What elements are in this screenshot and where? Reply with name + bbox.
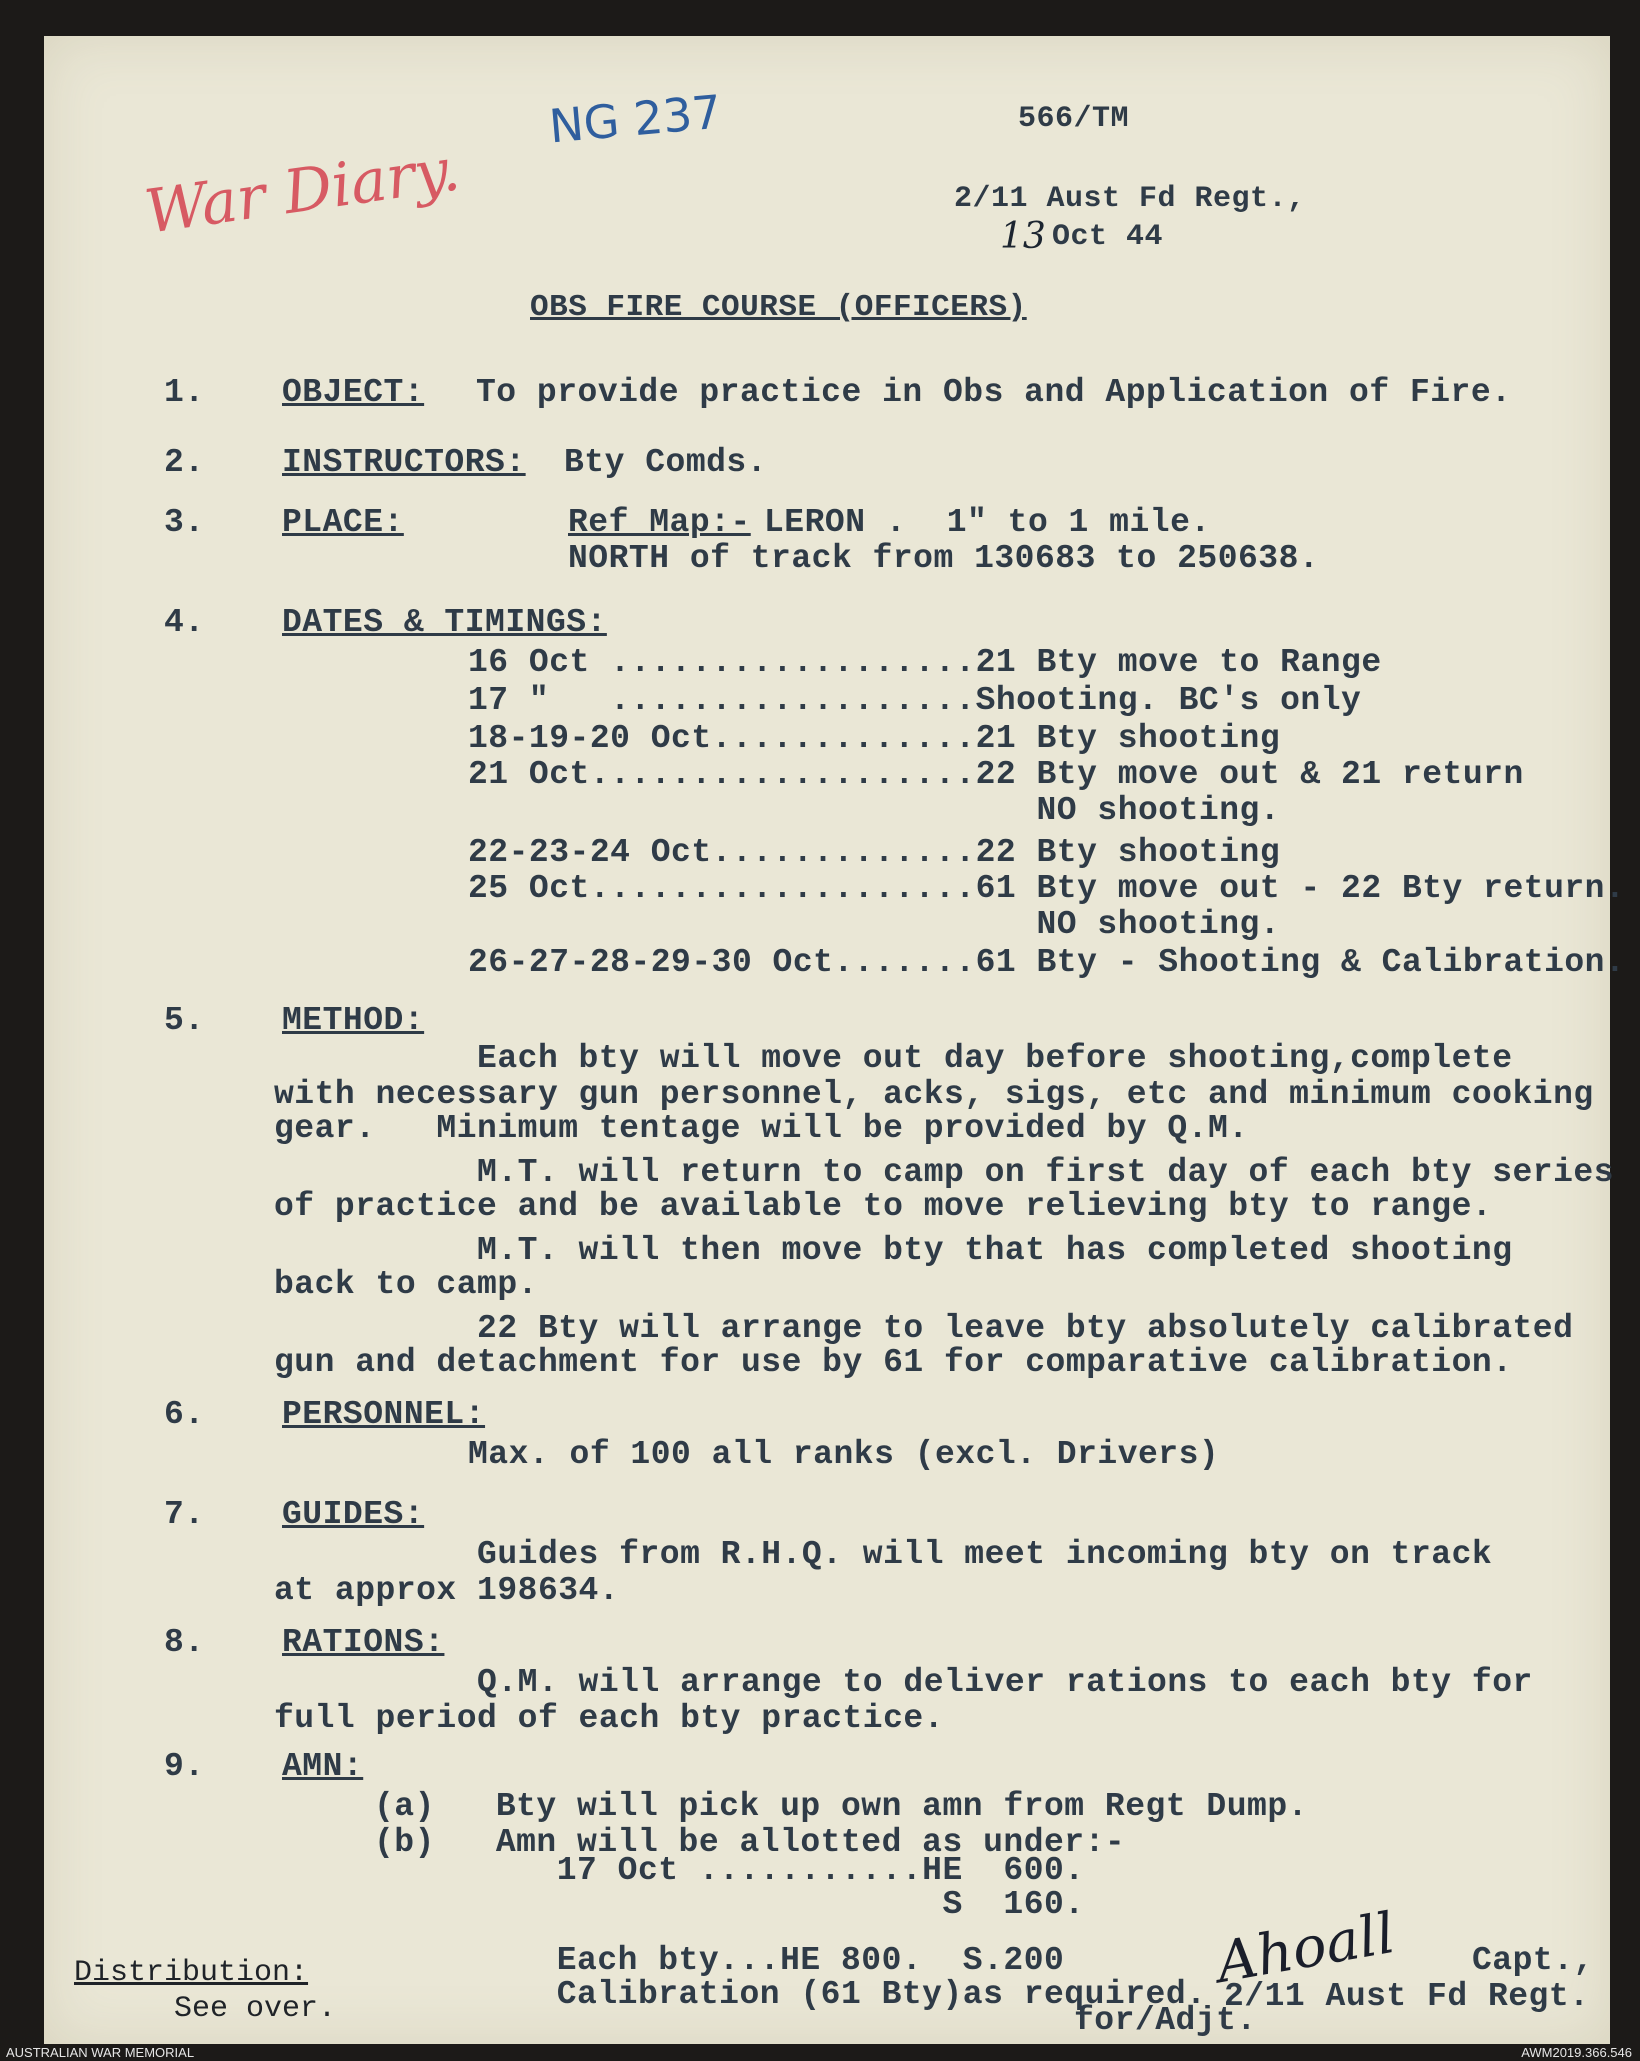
guides-line: Guides from R.H.Q. will meet incoming bty on track (274, 1536, 1493, 1573)
unit-name: 2/11 Aust Fd Regt., (954, 182, 1306, 216)
method-line: M.T. will return to camp on first day of each bty series (274, 1154, 1615, 1191)
method-line: back to camp. (274, 1266, 538, 1303)
item-number: 5. (164, 1002, 205, 1039)
archive-credit: AUSTRALIAN WAR MEMORIAL (6, 2045, 195, 2060)
method-line: 22 Bty will arrange to leave bty absolutely calibrated (274, 1310, 1574, 1347)
method-line: with necessary gun personnel, acks, sigs, etc and minimum cooking (274, 1076, 1594, 1113)
item-heading: INSTRUCTORS: (282, 444, 526, 481)
signature-unit: 2/11 Aust Fd Regt. (1224, 1978, 1590, 2015)
timing-line: 18-19-20 Oct.............21 Bty shooting (468, 720, 1281, 757)
timing-line: 16 Oct ..................21 Bty move to Range (468, 644, 1382, 681)
item-heading: PLACE: (282, 504, 404, 541)
reference-number: 566/TM (1018, 102, 1130, 136)
item-heading: OBJECT: (282, 374, 425, 411)
item-number: 6. (164, 1396, 205, 1433)
item-heading: PERSONNEL: (282, 1396, 486, 1433)
amn-line: Each bty...HE 800. S.200 (374, 1942, 1065, 1979)
timing-line: 22-23-24 Oct.............22 Bty shooting (468, 834, 1281, 871)
item-number: 1. (164, 374, 205, 411)
document-page (44, 36, 1626, 2044)
item-heading: DATES & TIMINGS: (282, 604, 607, 641)
amn-line: Calibration (61 Bty)as required. (374, 1976, 1207, 2013)
timing-line: NO shooting. (468, 906, 1281, 943)
handwritten-day: 13 (1000, 216, 1046, 257)
amn-line: (b) Amn will be allotted as under:- (374, 1824, 1126, 1861)
guides-line: at approx 198634. (274, 1572, 620, 1609)
method-line: gun and detachment for use by 61 for comparative calibration. (274, 1344, 1513, 1381)
timing-line: 21 Oct...................22 Bty move out & 21 return (468, 756, 1524, 793)
document-date: Oct 44 (1052, 220, 1164, 254)
war-diary-annotation: War Diary. (140, 134, 465, 248)
item-text: To provide practice in Obs and Application of Fire. (476, 374, 1512, 411)
timing-line: 17 " ..................Shooting. BC's only (468, 682, 1362, 719)
item-number: 8. (164, 1624, 205, 1661)
signature-rank: Capt., (1472, 1942, 1594, 1979)
item-heading: RATIONS: (282, 1624, 445, 1661)
item-text: Bty Comds. (564, 444, 768, 481)
rations-line: Q.M. will arrange to deliver rations to each bty for (274, 1664, 1533, 1701)
item-text-line2: NORTH of track from 130683 to 250638. (568, 540, 1320, 577)
timing-line: 25 Oct...................61 Bty move out - 22 Bty return. (468, 870, 1626, 907)
item-number: 7. (164, 1496, 205, 1533)
item-number: 3. (164, 504, 205, 541)
method-line: M.T. will then move bty that has completed shooting (274, 1232, 1513, 1269)
item-heading: AMN: (282, 1748, 364, 1785)
amn-line: S 160. (374, 1886, 1085, 1923)
signature-prefix: for/Adjt. (1074, 2002, 1257, 2039)
amn-line: (a) Bty will pick up own amn from Regt Dump. (374, 1788, 1308, 1825)
item-text: LERON . 1" to 1 mile. (764, 504, 1211, 541)
item-number: 4. (164, 604, 205, 641)
item-heading: GUIDES: (282, 1496, 425, 1533)
timing-line: 26-27-28-29-30 Oct.......61 Bty - Shooting & Calibration. (468, 944, 1626, 981)
map-reference-heading: Ref Map:- (568, 504, 751, 541)
item-number: 9. (164, 1748, 205, 1785)
item-heading: METHOD: (282, 1002, 425, 1039)
method-line: gear. Minimum tentage will be provided by Q.M. (274, 1110, 1249, 1147)
method-line: Each bty will move out day before shooting,complete (274, 1040, 1513, 1077)
amn-line: 17 Oct ...........HE 600. (374, 1852, 1085, 1889)
document-title: OBS FIRE COURSE (OFFICERS) (530, 290, 1027, 325)
item-text: Max. of 100 all ranks (excl. Drivers) (468, 1436, 1220, 1473)
rations-line: full period of each bty practice. (274, 1700, 945, 1737)
distribution-label: Distribution: (74, 1956, 309, 1990)
method-line: of practice and be available to move relieving bty to range. (274, 1188, 1493, 1225)
timing-line: NO shooting. (468, 792, 1281, 829)
signature: Ahoall (1211, 1900, 1400, 1997)
ng-number-annotation: NG 237 (546, 84, 724, 154)
distribution-text: See over. (174, 1992, 337, 2026)
archive-reference: AWM2019.366.546 (1521, 2045, 1632, 2060)
item-number: 2. (164, 444, 205, 481)
